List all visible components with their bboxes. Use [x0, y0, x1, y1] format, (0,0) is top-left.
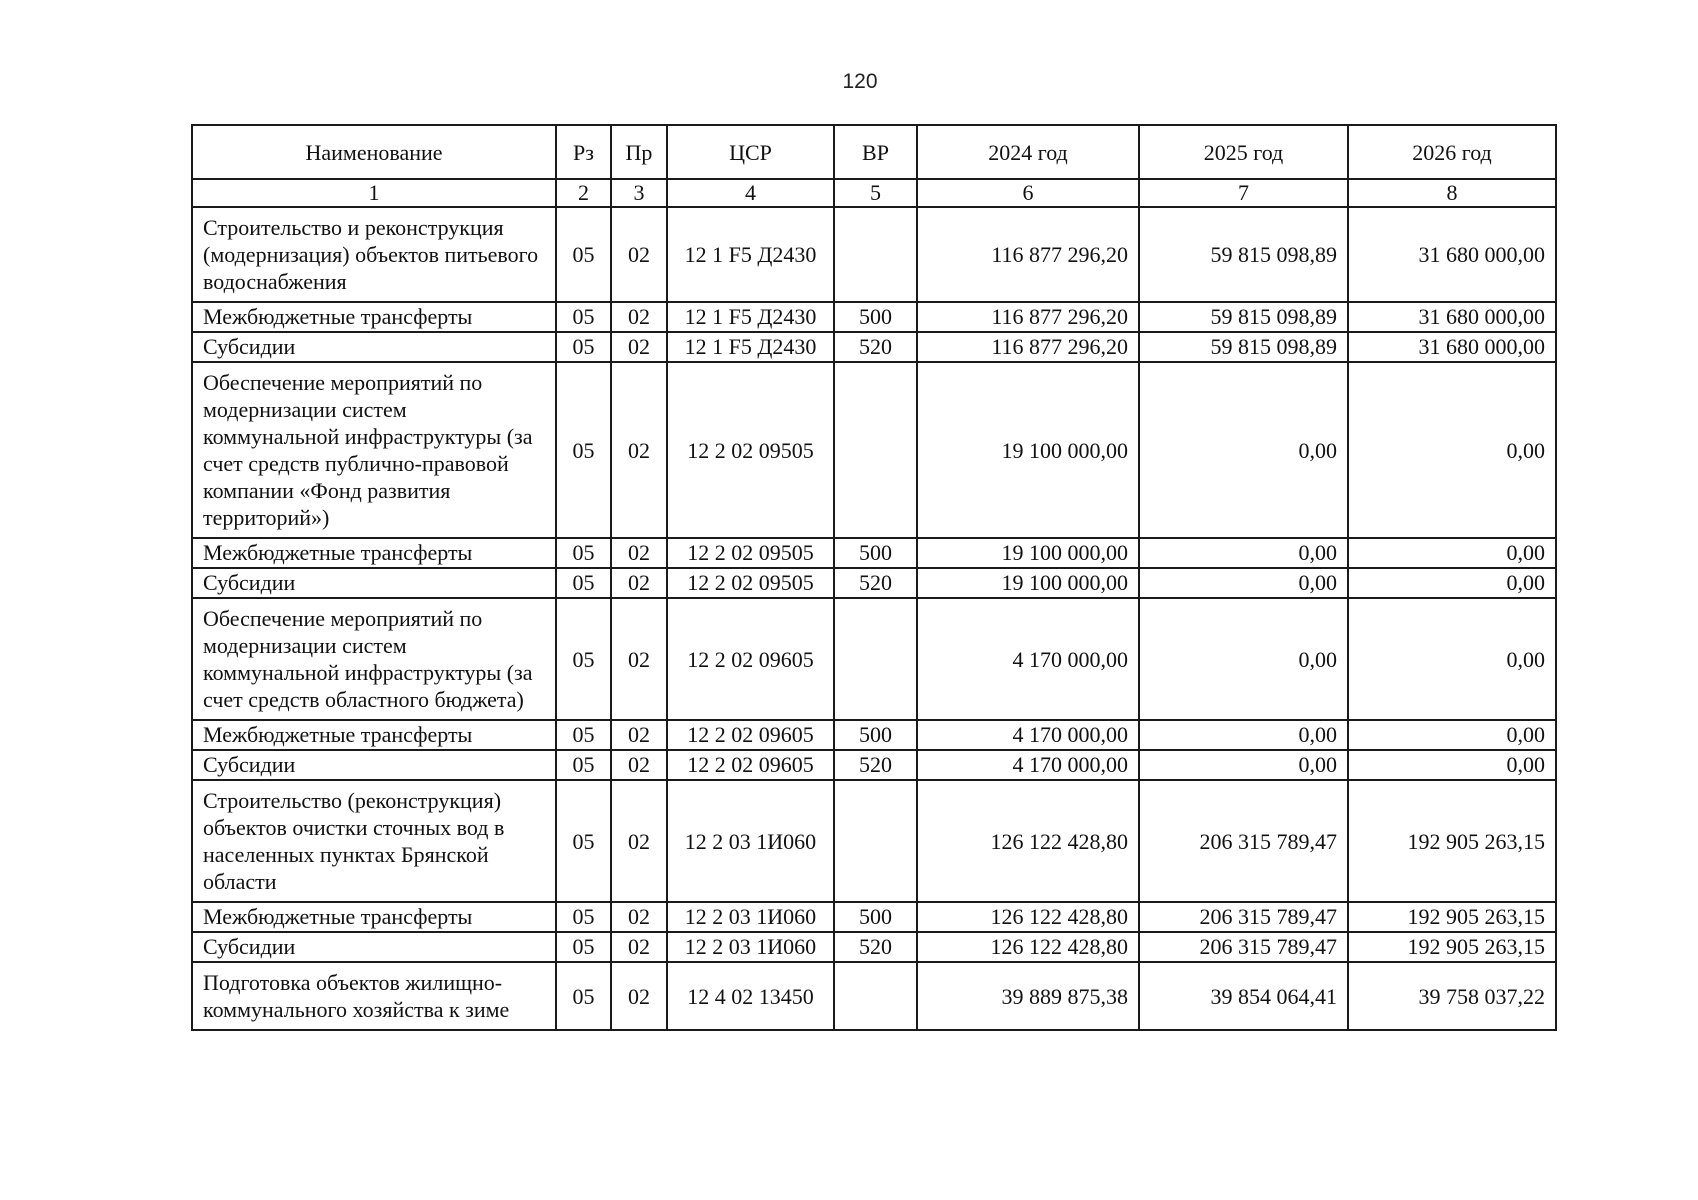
table-row: [192, 332, 1556, 362]
cell-name: Строительство и реконструкция (модернизация) объектов питьевого водоснабжения: [192, 207, 556, 302]
column-number: 4: [667, 179, 834, 207]
table-row: [192, 568, 1556, 598]
cell-rz: 05: [556, 750, 611, 780]
budget-table: [191, 124, 1557, 1031]
cell-2025: 206 315 789,47: [1139, 780, 1348, 902]
cell-2026: 192 905 263,15: [1348, 902, 1556, 932]
page-number: 120: [842, 70, 878, 93]
cell-vr: [834, 207, 917, 302]
cell-vr: [834, 362, 917, 538]
cell-rz: 05: [556, 720, 611, 750]
cell-2026: 31 680 000,00: [1348, 207, 1556, 302]
cell-2024: 19 100 000,00: [917, 538, 1139, 568]
cell-2026: 0,00: [1348, 362, 1556, 538]
header-2026: 2026 год: [1348, 125, 1556, 179]
cell-name: Субсидии: [192, 332, 556, 362]
cell-2025: 206 315 789,47: [1139, 902, 1348, 932]
cell-2024: 126 122 428,80: [917, 902, 1139, 932]
cell-2024: 116 877 296,20: [917, 332, 1139, 362]
table-row: [192, 720, 1556, 750]
table-body: [192, 207, 1556, 1030]
cell-2026: 0,00: [1348, 598, 1556, 720]
cell-csr: 12 2 03 1И060: [667, 932, 834, 962]
cell-vr: 520: [834, 750, 917, 780]
cell-pr: 02: [611, 720, 667, 750]
header-2024: 2024 год: [917, 125, 1139, 179]
cell-2025: 206 315 789,47: [1139, 932, 1348, 962]
cell-rz: 05: [556, 207, 611, 302]
cell-vr: [834, 598, 917, 720]
cell-2025: 0,00: [1139, 720, 1348, 750]
cell-rz: 05: [556, 332, 611, 362]
cell-rz: 05: [556, 598, 611, 720]
cell-csr: 12 2 02 09605: [667, 598, 834, 720]
cell-rz: 05: [556, 302, 611, 332]
cell-name: Обеспечение мероприятий по модернизации систем коммунальной инфраструктуры (за счет средств областного бюджета): [192, 598, 556, 720]
cell-pr: 02: [611, 538, 667, 568]
cell-csr: 12 1 F5 Д2430: [667, 207, 834, 302]
column-number-row: [192, 179, 1556, 207]
cell-2025: 39 854 064,41: [1139, 962, 1348, 1030]
cell-name: Субсидии: [192, 932, 556, 962]
column-number: 3: [611, 179, 667, 207]
cell-csr: 12 2 03 1И060: [667, 902, 834, 932]
cell-2024: 126 122 428,80: [917, 780, 1139, 902]
cell-pr: 02: [611, 207, 667, 302]
cell-pr: 02: [611, 780, 667, 902]
cell-pr: 02: [611, 750, 667, 780]
cell-vr: 520: [834, 332, 917, 362]
header-rz: Рз: [556, 125, 611, 179]
column-number: 2: [556, 179, 611, 207]
cell-2026: 31 680 000,00: [1348, 302, 1556, 332]
cell-csr: 12 1 F5 Д2430: [667, 332, 834, 362]
cell-2024: 4 170 000,00: [917, 750, 1139, 780]
cell-pr: 02: [611, 902, 667, 932]
header-2025: 2025 год: [1139, 125, 1348, 179]
cell-pr: 02: [611, 332, 667, 362]
cell-2024: 116 877 296,20: [917, 207, 1139, 302]
cell-name: Межбюджетные трансферты: [192, 302, 556, 332]
cell-csr: 12 2 02 09605: [667, 720, 834, 750]
column-number: 8: [1348, 179, 1556, 207]
cell-rz: 05: [556, 362, 611, 538]
cell-rz: 05: [556, 568, 611, 598]
cell-2024: 4 170 000,00: [917, 720, 1139, 750]
header-row: [192, 125, 1556, 179]
cell-2025: 0,00: [1139, 568, 1348, 598]
table-row: [192, 362, 1556, 538]
cell-pr: 02: [611, 962, 667, 1030]
cell-vr: 520: [834, 932, 917, 962]
table-row: [192, 207, 1556, 302]
cell-vr: 500: [834, 720, 917, 750]
cell-pr: 02: [611, 362, 667, 538]
cell-name: Субсидии: [192, 568, 556, 598]
table-header: [192, 125, 1556, 207]
cell-vr: [834, 780, 917, 902]
cell-csr: 12 2 02 09505: [667, 362, 834, 538]
cell-vr: 500: [834, 302, 917, 332]
cell-2026: 0,00: [1348, 538, 1556, 568]
cell-csr: 12 2 02 09605: [667, 750, 834, 780]
table-row: [192, 780, 1556, 902]
cell-csr: 12 4 02 13450: [667, 962, 834, 1030]
column-number: 5: [834, 179, 917, 207]
cell-2024: 19 100 000,00: [917, 568, 1139, 598]
table-row: [192, 750, 1556, 780]
cell-2026: 0,00: [1348, 568, 1556, 598]
cell-2024: 4 170 000,00: [917, 598, 1139, 720]
column-number: 1: [192, 179, 556, 207]
cell-pr: 02: [611, 302, 667, 332]
table-row: [192, 902, 1556, 932]
cell-2026: 0,00: [1348, 720, 1556, 750]
cell-2024: 126 122 428,80: [917, 932, 1139, 962]
cell-name: Строительство (реконструкция) объектов очистки сточных вод в населенных пунктах Брянской области: [192, 780, 556, 902]
cell-rz: 05: [556, 902, 611, 932]
cell-vr: [834, 962, 917, 1030]
cell-csr: 12 2 02 09505: [667, 538, 834, 568]
cell-name: Подготовка объектов жилищно-коммунального хозяйства к зиме: [192, 962, 556, 1030]
header-pr: Пр: [611, 125, 667, 179]
cell-2024: 39 889 875,38: [917, 962, 1139, 1030]
cell-rz: 05: [556, 780, 611, 902]
cell-csr: 12 1 F5 Д2430: [667, 302, 834, 332]
table-row: [192, 538, 1556, 568]
cell-2025: 59 815 098,89: [1139, 302, 1348, 332]
cell-pr: 02: [611, 598, 667, 720]
cell-rz: 05: [556, 962, 611, 1030]
cell-vr: 500: [834, 902, 917, 932]
cell-pr: 02: [611, 568, 667, 598]
cell-2026: 0,00: [1348, 750, 1556, 780]
cell-rz: 05: [556, 932, 611, 962]
cell-name: Обеспечение мероприятий по модернизации систем коммунальной инфраструктуры (за счет средств публично-правовой компании «Фонд развития территорий»): [192, 362, 556, 538]
cell-2025: 0,00: [1139, 362, 1348, 538]
header-csr: ЦСР: [667, 125, 834, 179]
cell-2025: 0,00: [1139, 598, 1348, 720]
cell-csr: 12 2 02 09505: [667, 568, 834, 598]
header-name: Наименование: [192, 125, 556, 179]
table-row: [192, 932, 1556, 962]
header-vr: ВР: [834, 125, 917, 179]
cell-2025: 59 815 098,89: [1139, 332, 1348, 362]
cell-2026: 31 680 000,00: [1348, 332, 1556, 362]
column-number: 6: [917, 179, 1139, 207]
cell-2026: 192 905 263,15: [1348, 780, 1556, 902]
cell-2026: 192 905 263,15: [1348, 932, 1556, 962]
cell-name: Межбюджетные трансферты: [192, 902, 556, 932]
cell-2024: 19 100 000,00: [917, 362, 1139, 538]
cell-rz: 05: [556, 538, 611, 568]
cell-2025: 0,00: [1139, 538, 1348, 568]
table-row: [192, 962, 1556, 1030]
cell-pr: 02: [611, 932, 667, 962]
cell-2025: 0,00: [1139, 750, 1348, 780]
table-row: [192, 302, 1556, 332]
cell-name: Межбюджетные трансферты: [192, 720, 556, 750]
cell-name: Межбюджетные трансферты: [192, 538, 556, 568]
cell-2025: 59 815 098,89: [1139, 207, 1348, 302]
cell-2024: 116 877 296,20: [917, 302, 1139, 332]
cell-vr: 500: [834, 538, 917, 568]
table-row: [192, 598, 1556, 720]
cell-vr: 520: [834, 568, 917, 598]
cell-name: Субсидии: [192, 750, 556, 780]
cell-csr: 12 2 03 1И060: [667, 780, 834, 902]
column-number: 7: [1139, 179, 1348, 207]
cell-2026: 39 758 037,22: [1348, 962, 1556, 1030]
